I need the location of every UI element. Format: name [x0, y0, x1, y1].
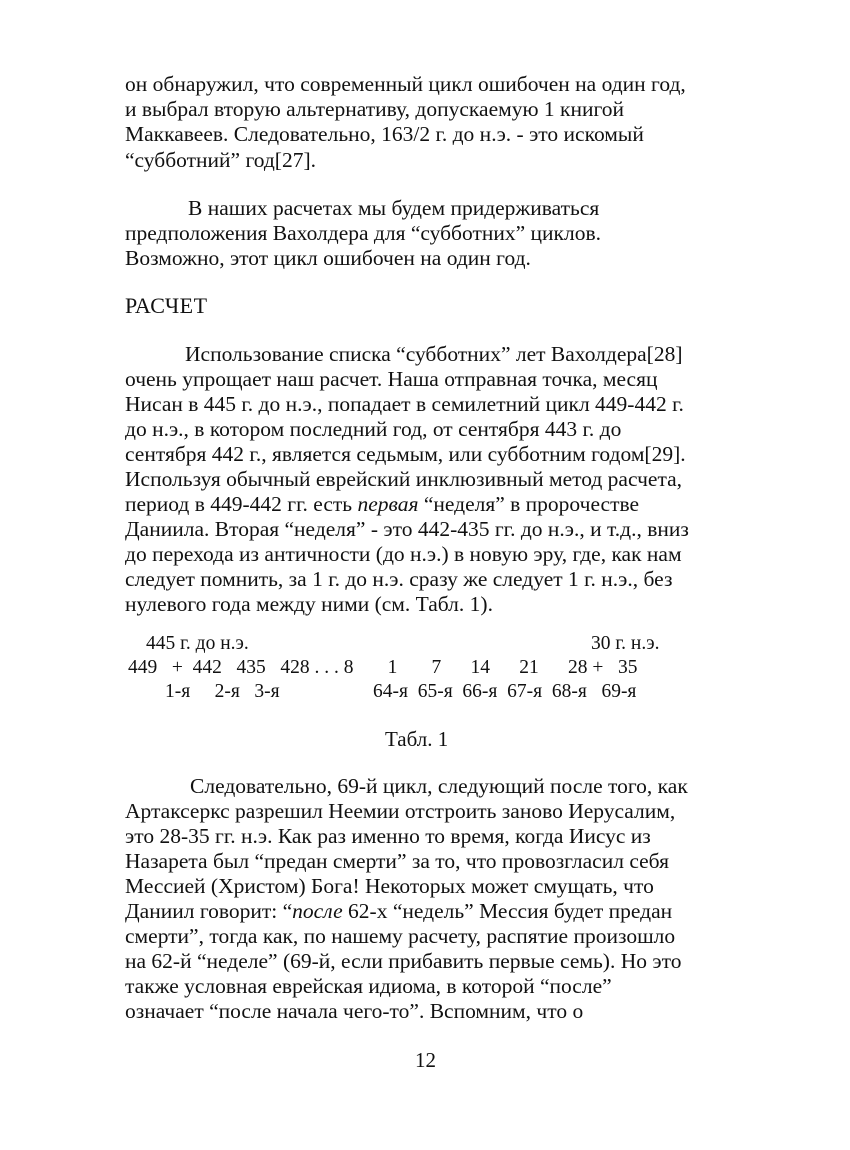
text-fragment: 62-х “недель” Мессия будет предан — [342, 899, 673, 923]
text-line: Используя обычный еврейский инклюзивный метод расчета, — [125, 467, 683, 491]
text-line: Артаксеркс разрешил Неемии отстроить заново Иерусалим, — [125, 799, 676, 823]
text-line: до перехода из античности (до н.э.) в новую эру, где, как нам — [125, 542, 682, 566]
text-line — [125, 491, 639, 517]
text-fragment: Даниил говорит: “ — [125, 899, 293, 923]
text-line: Маккавеев. Следовательно, 163/2 г. до н.э. - это искомый — [125, 122, 644, 146]
text-line: следует помнить, за 1 г. до н.э. сразу же следует 1 г. н.э., без — [125, 567, 673, 591]
text-fragment: “неделя” в пророчестве — [418, 492, 640, 516]
text-line: смерти”, тогда как, по нашему расчету, распятие произошло — [125, 924, 676, 948]
text-line: до н.э., в котором последний год, от сентября 443 г. до — [125, 417, 622, 441]
text-line: нулевого года между ними (см. Табл. 1). — [125, 592, 493, 616]
text-line: сентября 442 г., является седьмым, или субботним годом[29]. — [125, 442, 686, 466]
text-line: В наших расчетах мы будем придерживаться — [188, 196, 600, 220]
table-row3-right: 64-я 65-я 66-я 67-я 68-я 69-я — [373, 681, 637, 702]
text-line: Мессией (Христом) Бога! Некоторых может смущать, что — [125, 874, 654, 898]
text-line: Нисан в 445 г. до н.э., попадает в семилетний цикл 449-442 г. — [125, 392, 684, 416]
text-line: он обнаружил, что современный цикл ошибочен на один год, — [125, 72, 686, 96]
text-line: на 62-й “неделе” (69-й, если прибавить первые семь). Но это — [125, 949, 682, 973]
section-heading: РАСЧЕТ — [125, 293, 208, 318]
text-line — [125, 898, 672, 924]
text-line: также условная еврейская идиома, в которой “после” — [125, 974, 612, 998]
text-line: “субботний” год[27]. — [125, 148, 316, 172]
table-row1-right: 30 г. н.э. — [591, 633, 660, 654]
page-number: 12 — [415, 1048, 436, 1072]
text-line: Следовательно, 69-й цикл, следующий после того, как — [190, 774, 688, 798]
text-line: Назарета был “предан смерти” за то, что провозгласил себя — [125, 849, 669, 873]
text-line: очень упрощает наш расчет. Наша отправная точка, месяц — [125, 367, 658, 391]
table-row3-left: 1-я 2-я 3-я — [165, 681, 280, 702]
text-fragment: период в 449-442 гг. есть — [125, 492, 358, 516]
text-line: это 28-35 гг. н.э. Как раз именно то время, когда Иисус из — [125, 824, 651, 848]
text-line: Возможно, этот цикл ошибочен на один год. — [125, 246, 531, 270]
table-row1-left: 445 г. до н.э. — [146, 633, 249, 654]
text-line: означает “после начала чего-то”. Вспомним, что о — [125, 999, 584, 1023]
text-line: предположения Вахолдера для “субботних” циклов. — [125, 221, 602, 245]
text-line: Даниила. Вторая “неделя” - это 442-435 гг. до н.э., и т.д., вниз — [125, 517, 689, 541]
table-row2: 449 + 442 435 428 . . . 8 1 7 14 21 28 + 35 — [128, 657, 638, 678]
text-line: Использование списка “субботних” лет Вахолдера[28] — [185, 342, 683, 366]
text-line: и выбрал вторую альтернативу, допускаемую 1 книгой — [125, 97, 625, 121]
italic-word: после — [292, 899, 343, 923]
table-caption: Табл. 1 — [385, 727, 449, 751]
italic-word: первая — [357, 492, 419, 516]
